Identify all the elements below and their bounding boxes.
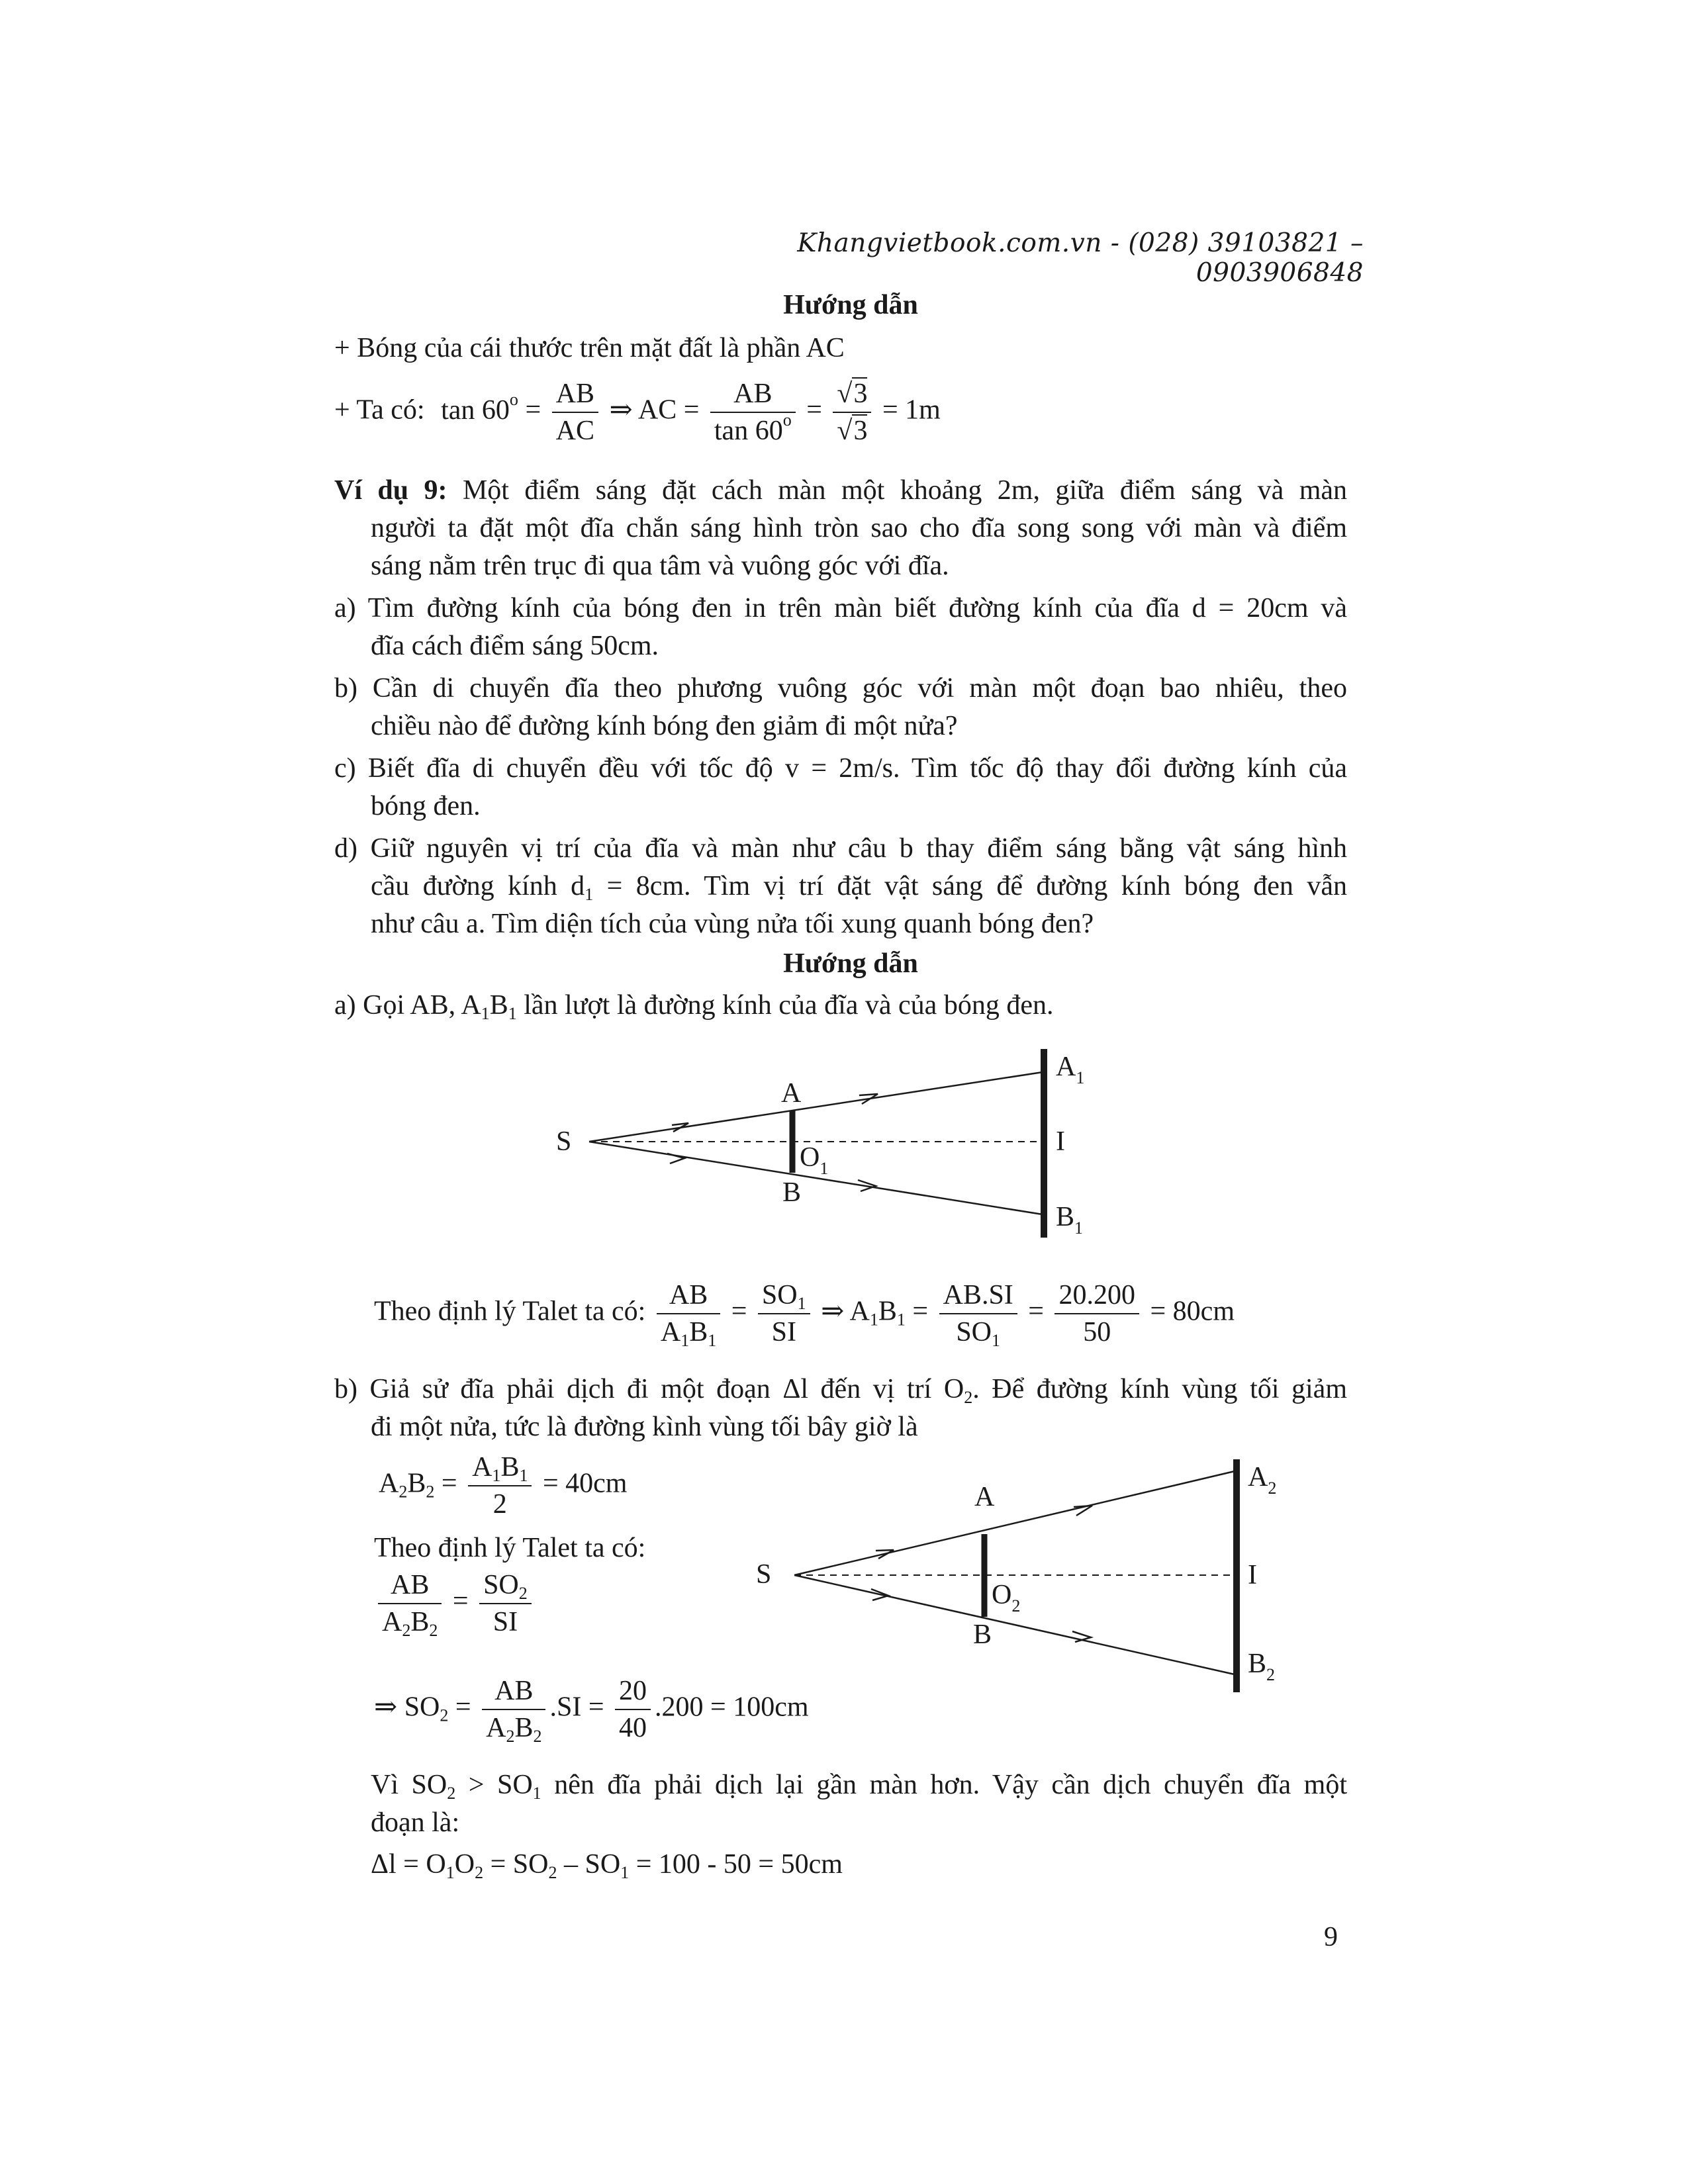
label-s: S [556, 1126, 572, 1157]
label-b2: $B_2$ [1248, 1649, 1276, 1684]
part-b-line-1: b) Giả sử đĩa phải dịch đi một đoạn Δl đến vị trí $O_2$. Để đường kính vùng tối giảm [334, 1374, 1347, 1407]
label-b1: $B_1$ [1056, 1202, 1084, 1238]
fraction-ab-tan: $\frac{AB}{\tan 60^o}$ [710, 376, 796, 449]
arrow-mark [1074, 1506, 1092, 1516]
so2-equation: ⇒ $SO_2$ = $\frac{AB}{A_2B_2}$ .SI = $\frac{20}{40}$ .200 = 100cm [374, 1673, 809, 1746]
example-line-3: sáng nằm trên trục đi qua tâm và vuông góc với đĩa. [371, 551, 949, 581]
label-a: A [974, 1482, 995, 1512]
page-number: 9 [1324, 1922, 1338, 1952]
arrow-mark [667, 1154, 684, 1163]
diagram-shadow-1 [543, 1046, 1139, 1244]
part-b-line-2: đi một nửa, tức là đường kình vùng tối bây giờ là [371, 1412, 918, 1442]
ray-upper [589, 1072, 1043, 1142]
label-i: I [1056, 1126, 1065, 1157]
page-header [675, 228, 1364, 288]
diagram-shadow-2 [741, 1439, 1350, 1698]
ray-upper [794, 1471, 1235, 1575]
section-title-1: Hướng dẫn [783, 290, 918, 320]
label-a: A [781, 1078, 802, 1109]
header-site: Khangvietbook.com.vn - (028) 39103821 – 0903906848 [797, 228, 1364, 288]
delta-equation: $\Delta l = O_1O_2 = SO_2 - SO_1 = 100 - 50 = 50cm$ [371, 1849, 843, 1882]
question-a-1: a) Tìm đường kính của bóng đen in trên màn biết đường kính của đĩa d = 20cm và [334, 593, 1347, 623]
arrow-mark [1072, 1631, 1091, 1642]
ray-lower [794, 1575, 1235, 1674]
talet-equation-1: Theo định lý Talet ta có: $\frac{AB}{A_1B_1}$ = $\frac{SO_1}{SI}$ ⇒ $A_1B_1$ = $\frac{AB.SI}{SO_1}$ = $\frac{20.200}{50}$ = 80cm [374, 1277, 1235, 1350]
label-i: I [1248, 1560, 1257, 1590]
fraction-ab-ac: $\frac{AB}{AC}$ [552, 376, 598, 449]
conclusion-line-1: Vì $SO_2 > SO_1$ nên đĩa phải dịch lại gần màn hơn. Vậy cần dịch chuyển đĩa một [371, 1770, 1347, 1803]
section-title-2: Hướng dẫn [783, 948, 918, 979]
label-a2: $A_2$ [1248, 1462, 1277, 1498]
question-d-2: cầu đường kính $d_1 = 8cm$. Tìm vị trí đặt vật sáng để đường kính bóng đen vẫn [371, 871, 1347, 904]
answer-a-intro: a) Gọi AB, $A_1B_1$ lần lượt là đường kính của đĩa và của bóng đen. [334, 990, 1054, 1023]
label-o1: $O_1$ [800, 1142, 829, 1178]
example-line-1: Ví dụ 9: Một điểm sáng đặt cách màn một khoảng 2m, giữa điểm sáng và màn [334, 475, 1348, 506]
arrow-mark [876, 1550, 894, 1559]
question-d-3: như câu a. Tìm diện tích của vùng nửa tối xung quanh bóng đen? [371, 909, 1094, 939]
question-d-1: d) Giữ nguyên vị trí của đĩa và màn như câu b thay điểm sáng bằng vật sáng hình [334, 833, 1347, 864]
talet-line-2: Theo định lý Talet ta có: [374, 1533, 646, 1563]
question-a-2: đĩa cách điểm sáng 50cm. [371, 631, 659, 661]
label-b: B [782, 1177, 802, 1208]
question-b-2: chiều nào để đường kính bóng đen giảm đi một nửa? [371, 711, 958, 741]
question-c-1: c) Biết đĩa di chuyển đều với tốc độ v = 2m/s. Tìm tốc độ thay đổi đường kính của [334, 753, 1347, 784]
fraction-sqrt3: $\frac{√3}{√3}$ [833, 376, 871, 449]
question-b-1: b) Cần di chuyển đĩa theo phương vuông góc với màn một đoạn bao nhiêu, theo [334, 673, 1347, 704]
label-a1: $A_1$ [1056, 1052, 1085, 1087]
label-b: B [973, 1619, 992, 1650]
question-c-2: bóng đen. [371, 791, 481, 821]
label-s: S [756, 1559, 772, 1590]
bullet-shadow: + Bóng của cái thước trên mặt đất là phần AC [334, 333, 845, 363]
tan-formula: + Ta có: $\tan 60^o$ = $\frac{AB}{AC}$ ⇒ AC = $\frac{AB}{\tan 60^o}$ = $\frac{√3}{√3}$ = 1m [334, 376, 941, 449]
a2b2-equation: $A_2B_2$ = $\frac{A_1B_1}{2}$ = 40cm [379, 1449, 627, 1522]
example-line-2: người ta đặt một đĩa chắn sáng hình tròn sao cho đĩa song song với màn và điểm [371, 513, 1347, 543]
arrow-mark [859, 1094, 878, 1104]
label-o2: $O_2$ [992, 1580, 1021, 1615]
ratio-equation: $\frac{AB}{A_2B_2}$ = $\frac{SO_2}{SI}$ [374, 1567, 536, 1640]
conclusion-line-2: đoạn là: [371, 1807, 460, 1838]
